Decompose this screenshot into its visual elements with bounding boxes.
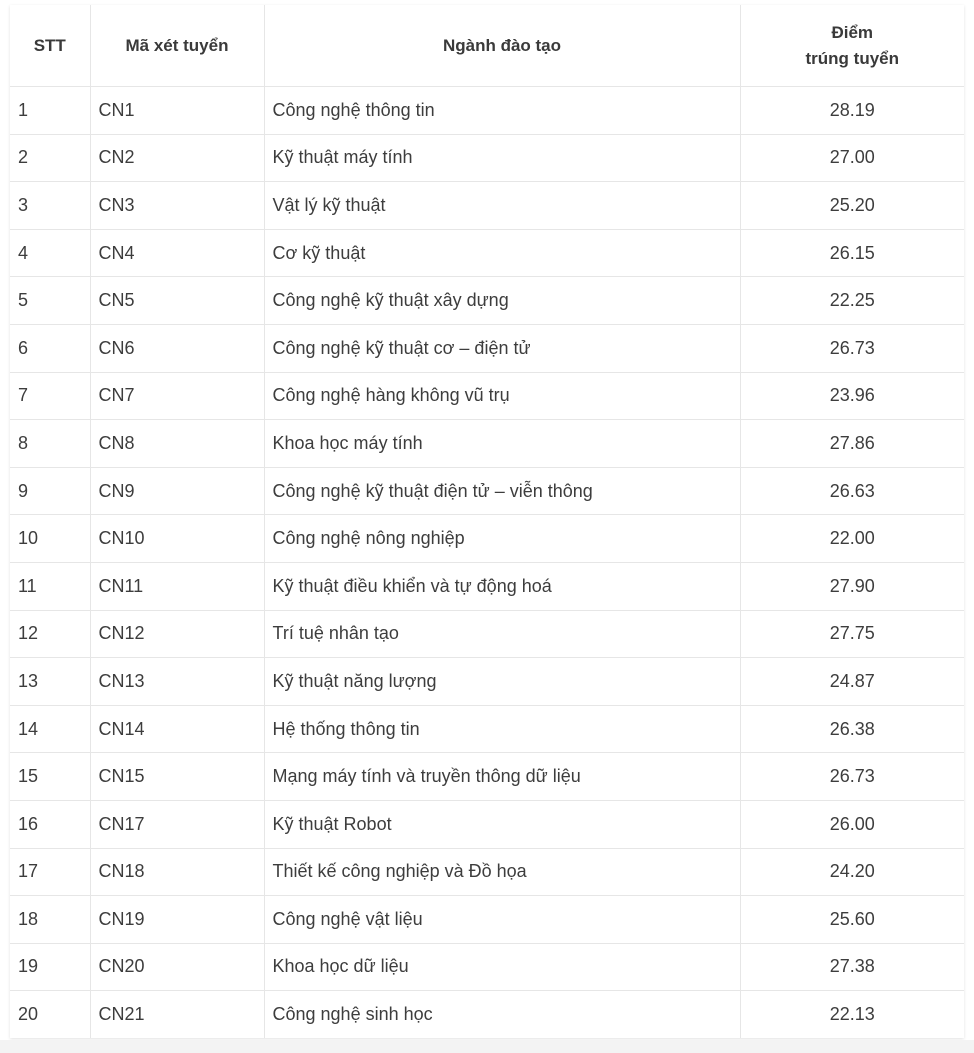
cell-score: 22.13	[740, 991, 964, 1038]
table-row	[10, 229, 964, 277]
cell-major: Cơ kỹ thuật	[264, 229, 740, 277]
cell-major: Trí tuệ nhân tạo	[264, 610, 740, 658]
cell-score: 24.87	[740, 658, 964, 706]
cell-code: CN1	[90, 87, 264, 135]
header-code: Mã xét tuyển	[90, 5, 264, 87]
cell-score: 23.96	[740, 372, 964, 420]
table-row	[10, 87, 964, 135]
cell-stt: 18	[10, 896, 90, 944]
cell-stt: 13	[10, 658, 90, 706]
cell-major: Công nghệ kỹ thuật cơ – điện tử	[264, 324, 740, 372]
cell-stt: 12	[10, 610, 90, 658]
cell-stt: 3	[10, 182, 90, 230]
cell-code: CN18	[90, 848, 264, 896]
header-major: Ngành đào tạo	[264, 5, 740, 87]
table-row	[10, 800, 964, 848]
cell-score: 25.20	[740, 182, 964, 230]
cell-score: 26.73	[740, 324, 964, 372]
cell-stt: 5	[10, 277, 90, 325]
header-score-line1: Điểm	[831, 22, 874, 42]
cell-score: 27.75	[740, 610, 964, 658]
cell-code: CN15	[90, 753, 264, 801]
cell-code: CN10	[90, 515, 264, 563]
cell-code: CN17	[90, 800, 264, 848]
cell-score: 24.20	[740, 848, 964, 896]
table-row	[10, 467, 964, 515]
table-row	[10, 753, 964, 801]
table-row	[10, 324, 964, 372]
cell-major: Vật lý kỹ thuật	[264, 182, 740, 230]
cell-score: 27.86	[740, 420, 964, 468]
cell-score: 22.25	[740, 277, 964, 325]
cell-stt: 17	[10, 848, 90, 896]
cell-stt: 4	[10, 229, 90, 277]
cell-major: Công nghệ kỹ thuật xây dựng	[264, 277, 740, 325]
cell-major: Mạng máy tính và truyền thông dữ liệu	[264, 753, 740, 801]
cell-code: CN13	[90, 658, 264, 706]
table-row	[10, 848, 964, 896]
cell-major: Công nghệ thông tin	[264, 87, 740, 135]
cell-code: CN4	[90, 229, 264, 277]
table-row	[10, 182, 964, 230]
cell-major: Thiết kế công nghiệp và Đồ họa	[264, 848, 740, 896]
table-row	[10, 943, 964, 991]
cell-stt: 19	[10, 943, 90, 991]
cell-stt: 7	[10, 372, 90, 420]
table-row	[10, 991, 964, 1038]
cell-score: 28.19	[740, 87, 964, 135]
cell-major: Công nghệ kỹ thuật điện tử – viễn thông	[264, 467, 740, 515]
cell-stt: 14	[10, 705, 90, 753]
table-row	[10, 610, 964, 658]
table-row	[10, 896, 964, 944]
cell-stt: 10	[10, 515, 90, 563]
cell-major: Khoa học máy tính	[264, 420, 740, 468]
cell-stt: 6	[10, 324, 90, 372]
cell-stt: 9	[10, 467, 90, 515]
cell-major: Khoa học dữ liệu	[264, 943, 740, 991]
table-row	[10, 562, 964, 610]
cell-score: 27.38	[740, 943, 964, 991]
cell-major: Kỹ thuật máy tính	[264, 134, 740, 182]
cell-score: 26.00	[740, 800, 964, 848]
cell-major: Kỹ thuật năng lượng	[264, 658, 740, 706]
cell-code: CN6	[90, 324, 264, 372]
cell-score: 25.60	[740, 896, 964, 944]
cell-major: Công nghệ hàng không vũ trụ	[264, 372, 740, 420]
cell-code: CN3	[90, 182, 264, 230]
cell-stt: 16	[10, 800, 90, 848]
cell-stt: 20	[10, 991, 90, 1038]
cell-major: Công nghệ sinh học	[264, 991, 740, 1038]
cell-stt: 11	[10, 562, 90, 610]
cell-code: CN14	[90, 705, 264, 753]
table-row	[10, 515, 964, 563]
cell-code: CN12	[90, 610, 264, 658]
cell-major: Kỹ thuật Robot	[264, 800, 740, 848]
bottom-shade	[0, 1040, 974, 1053]
table-row	[10, 134, 964, 182]
cell-major: Công nghệ vật liệu	[264, 896, 740, 944]
cell-score: 26.73	[740, 753, 964, 801]
table-row	[10, 372, 964, 420]
header-row	[10, 5, 964, 87]
cell-stt: 8	[10, 420, 90, 468]
cell-code: CN8	[90, 420, 264, 468]
cell-score: 26.15	[740, 229, 964, 277]
cell-code: CN21	[90, 991, 264, 1038]
cell-stt: 15	[10, 753, 90, 801]
admission-score-table	[10, 5, 964, 1038]
table-body	[10, 87, 964, 1038]
cell-major: Hệ thống thông tin	[264, 705, 740, 753]
table-header	[10, 5, 964, 87]
header-score-line2: trúng tuyển	[805, 48, 899, 68]
cell-code: CN7	[90, 372, 264, 420]
cell-stt: 2	[10, 134, 90, 182]
cell-score: 27.00	[740, 134, 964, 182]
table-row	[10, 420, 964, 468]
cell-score: 26.38	[740, 705, 964, 753]
cell-major: Kỹ thuật điều khiển và tự động hoá	[264, 562, 740, 610]
cell-score: 27.90	[740, 562, 964, 610]
cell-code: CN20	[90, 943, 264, 991]
table-row	[10, 277, 964, 325]
cell-major: Công nghệ nông nghiệp	[264, 515, 740, 563]
cell-code: CN9	[90, 467, 264, 515]
cell-stt: 1	[10, 87, 90, 135]
table-row	[10, 658, 964, 706]
admission-score-table-container	[10, 5, 964, 1038]
header-score	[740, 5, 964, 87]
cell-code: CN11	[90, 562, 264, 610]
cell-score: 26.63	[740, 467, 964, 515]
cell-code: CN19	[90, 896, 264, 944]
header-stt: STT	[10, 5, 90, 87]
cell-code: CN5	[90, 277, 264, 325]
table-row	[10, 705, 964, 753]
cell-score: 22.00	[740, 515, 964, 563]
cell-code: CN2	[90, 134, 264, 182]
